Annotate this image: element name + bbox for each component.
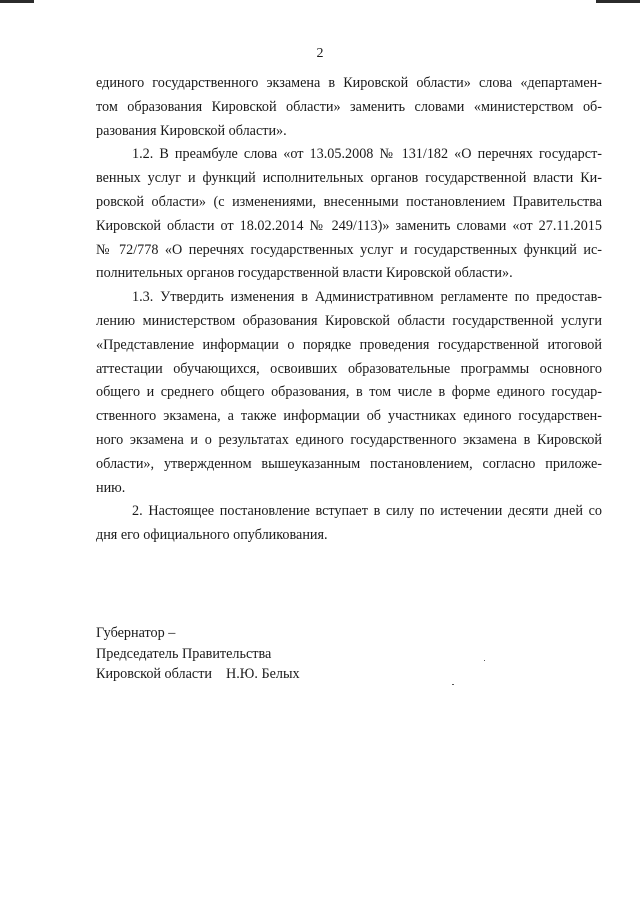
scan-speck: [484, 660, 485, 661]
text-line: № 72/778 «О перечнях государственных услуг и государственных функций ис-: [96, 241, 602, 258]
text-line: Кировской области от 18.02.2014 № 249/113)» заменить словами «от 27.11.2015: [96, 217, 602, 234]
paragraph: [96, 72, 602, 143]
scan-edge-right: [596, 0, 640, 3]
signature-position: Председатель Правительства: [96, 645, 272, 662]
text-line: венных услуг и функций исполнительных органов государственной власти Ки-: [96, 170, 602, 187]
text-line: лению министерством образования Кировской области государственной услуги: [96, 312, 602, 329]
text-line: «Представление информации о порядке проведения государственной итоговой: [96, 336, 602, 353]
paragraph: [96, 143, 602, 286]
paragraph: [96, 500, 602, 548]
scan-speck: [452, 684, 454, 685]
text-line: том образования Кировской области» заменить словами «министерством об-: [96, 98, 602, 115]
signature-region: Кировской области: [96, 666, 212, 682]
page-number: 2: [316, 46, 324, 61]
scan-edge-left: [0, 0, 34, 3]
text-line: единого государственного экзамена в Кировской области» слова «департамен-: [96, 75, 602, 91]
text-line: ровской области» (с изменениями, внесенными постановлением Правительства: [96, 193, 602, 210]
text-line: общего и среднего общего образования, в том числе в форме единого государ-: [96, 384, 602, 401]
text-line: нию.: [96, 479, 126, 496]
text-line: аттестации обучающихся, освоивших образовательные программы основного: [96, 360, 602, 377]
text-line: ственного экзамена, а также информации об участниках единого государствен-: [96, 408, 602, 425]
text-line: 1.3. Утвердить изменения в Административном регламенте по предостав-: [132, 289, 602, 306]
text-line: разования Кировской области».: [96, 122, 287, 139]
text-line: полнительных органов государственной власти Кировской области».: [96, 265, 513, 282]
signature-title: Губернатор –: [96, 625, 176, 641]
document-body: [96, 72, 602, 548]
text-line: 1.2. В преамбуле слова «от 13.05.2008 № 131/182 «О перечнях государст-: [132, 146, 602, 163]
text-line: дня его официального опубликования.: [96, 527, 328, 544]
signatory-name: Н.Ю. Белых: [226, 666, 300, 682]
text-line: 2. Настоящее постановление вступает в силу по истечении десяти дней со: [132, 503, 602, 520]
signature-block: [96, 623, 516, 685]
paragraph: [96, 286, 602, 500]
signature-region-line: [96, 664, 516, 685]
text-line: области», утвержденном вышеуказанным постановлением, согласно приложе-: [96, 455, 602, 472]
text-line: ного экзамена и о результатах единого государственного экзамена в Кировской: [96, 431, 602, 448]
